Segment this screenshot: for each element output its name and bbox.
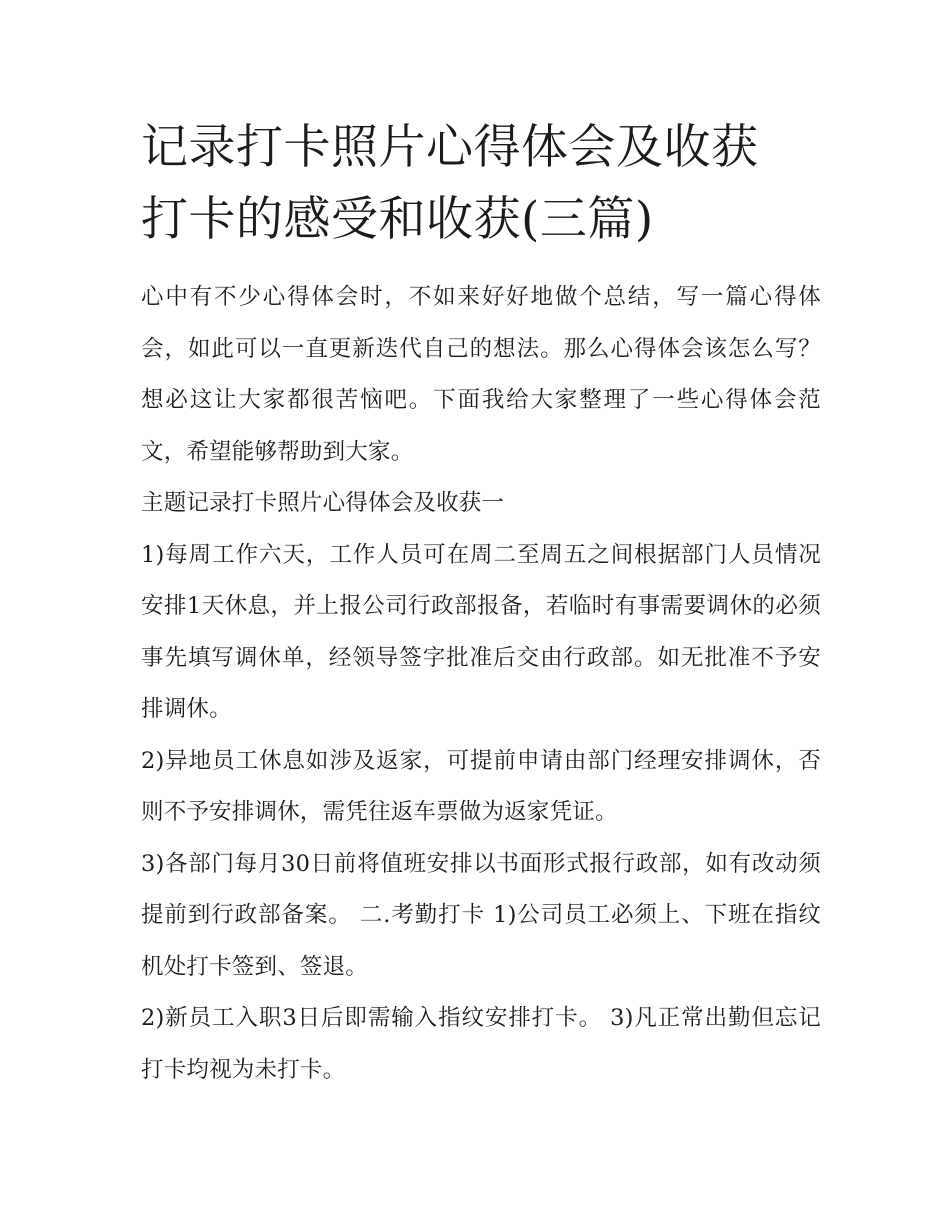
title-line-2: 打卡的感受和收获(三篇): [141, 192, 654, 247]
paragraph-item-2: 2)异地员工休息如涉及返家，可提前申请由部门经理安排调休，否则不予安排调休，需凭往返车票做为返家凭证。: [141, 747, 821, 825]
paragraph-item-3: 3)各部门每月30日前将值班安排以书面形式报行政部，如有改动须提前到行政部备案。 二.考勤打卡 1)公司员工必须上、下班在指纹机处打卡签到、签退。: [141, 850, 821, 980]
paragraph-item-4: 2)新员工入职3日后即需输入指纹安排打卡。 3)凡正常出勤但忘记打卡均视为未打卡。: [141, 1005, 821, 1083]
paragraph-section-heading: 主题记录打卡照片心得体会及收获一: [141, 490, 505, 516]
document-body: [141, 272, 821, 1096]
paragraph-item-1: 1)每周工作六天，工作人员可在周二至周五之间根据部门人员情况安排1天休息，并上报公司行政部报备，若临时有事需要调休的必须事先填写调休单，经领导签字批准后交由行政部。如无批准不予安排调休。: [141, 541, 821, 722]
document-title: [141, 112, 821, 256]
paragraph-intro: 心中有不少心得体会时，不如来好好地做个总结，写一篇心得体会，如此可以一直更新迭代自己的想法。那么心得体会该怎么写？想必这让大家都很苦恼吧。下面我给大家整理了一些心得体会范文，希望能够帮助到大家。: [141, 284, 821, 465]
title-line-1: 记录打卡照片心得体会及收获: [141, 120, 759, 175]
document-content: [141, 112, 821, 1096]
